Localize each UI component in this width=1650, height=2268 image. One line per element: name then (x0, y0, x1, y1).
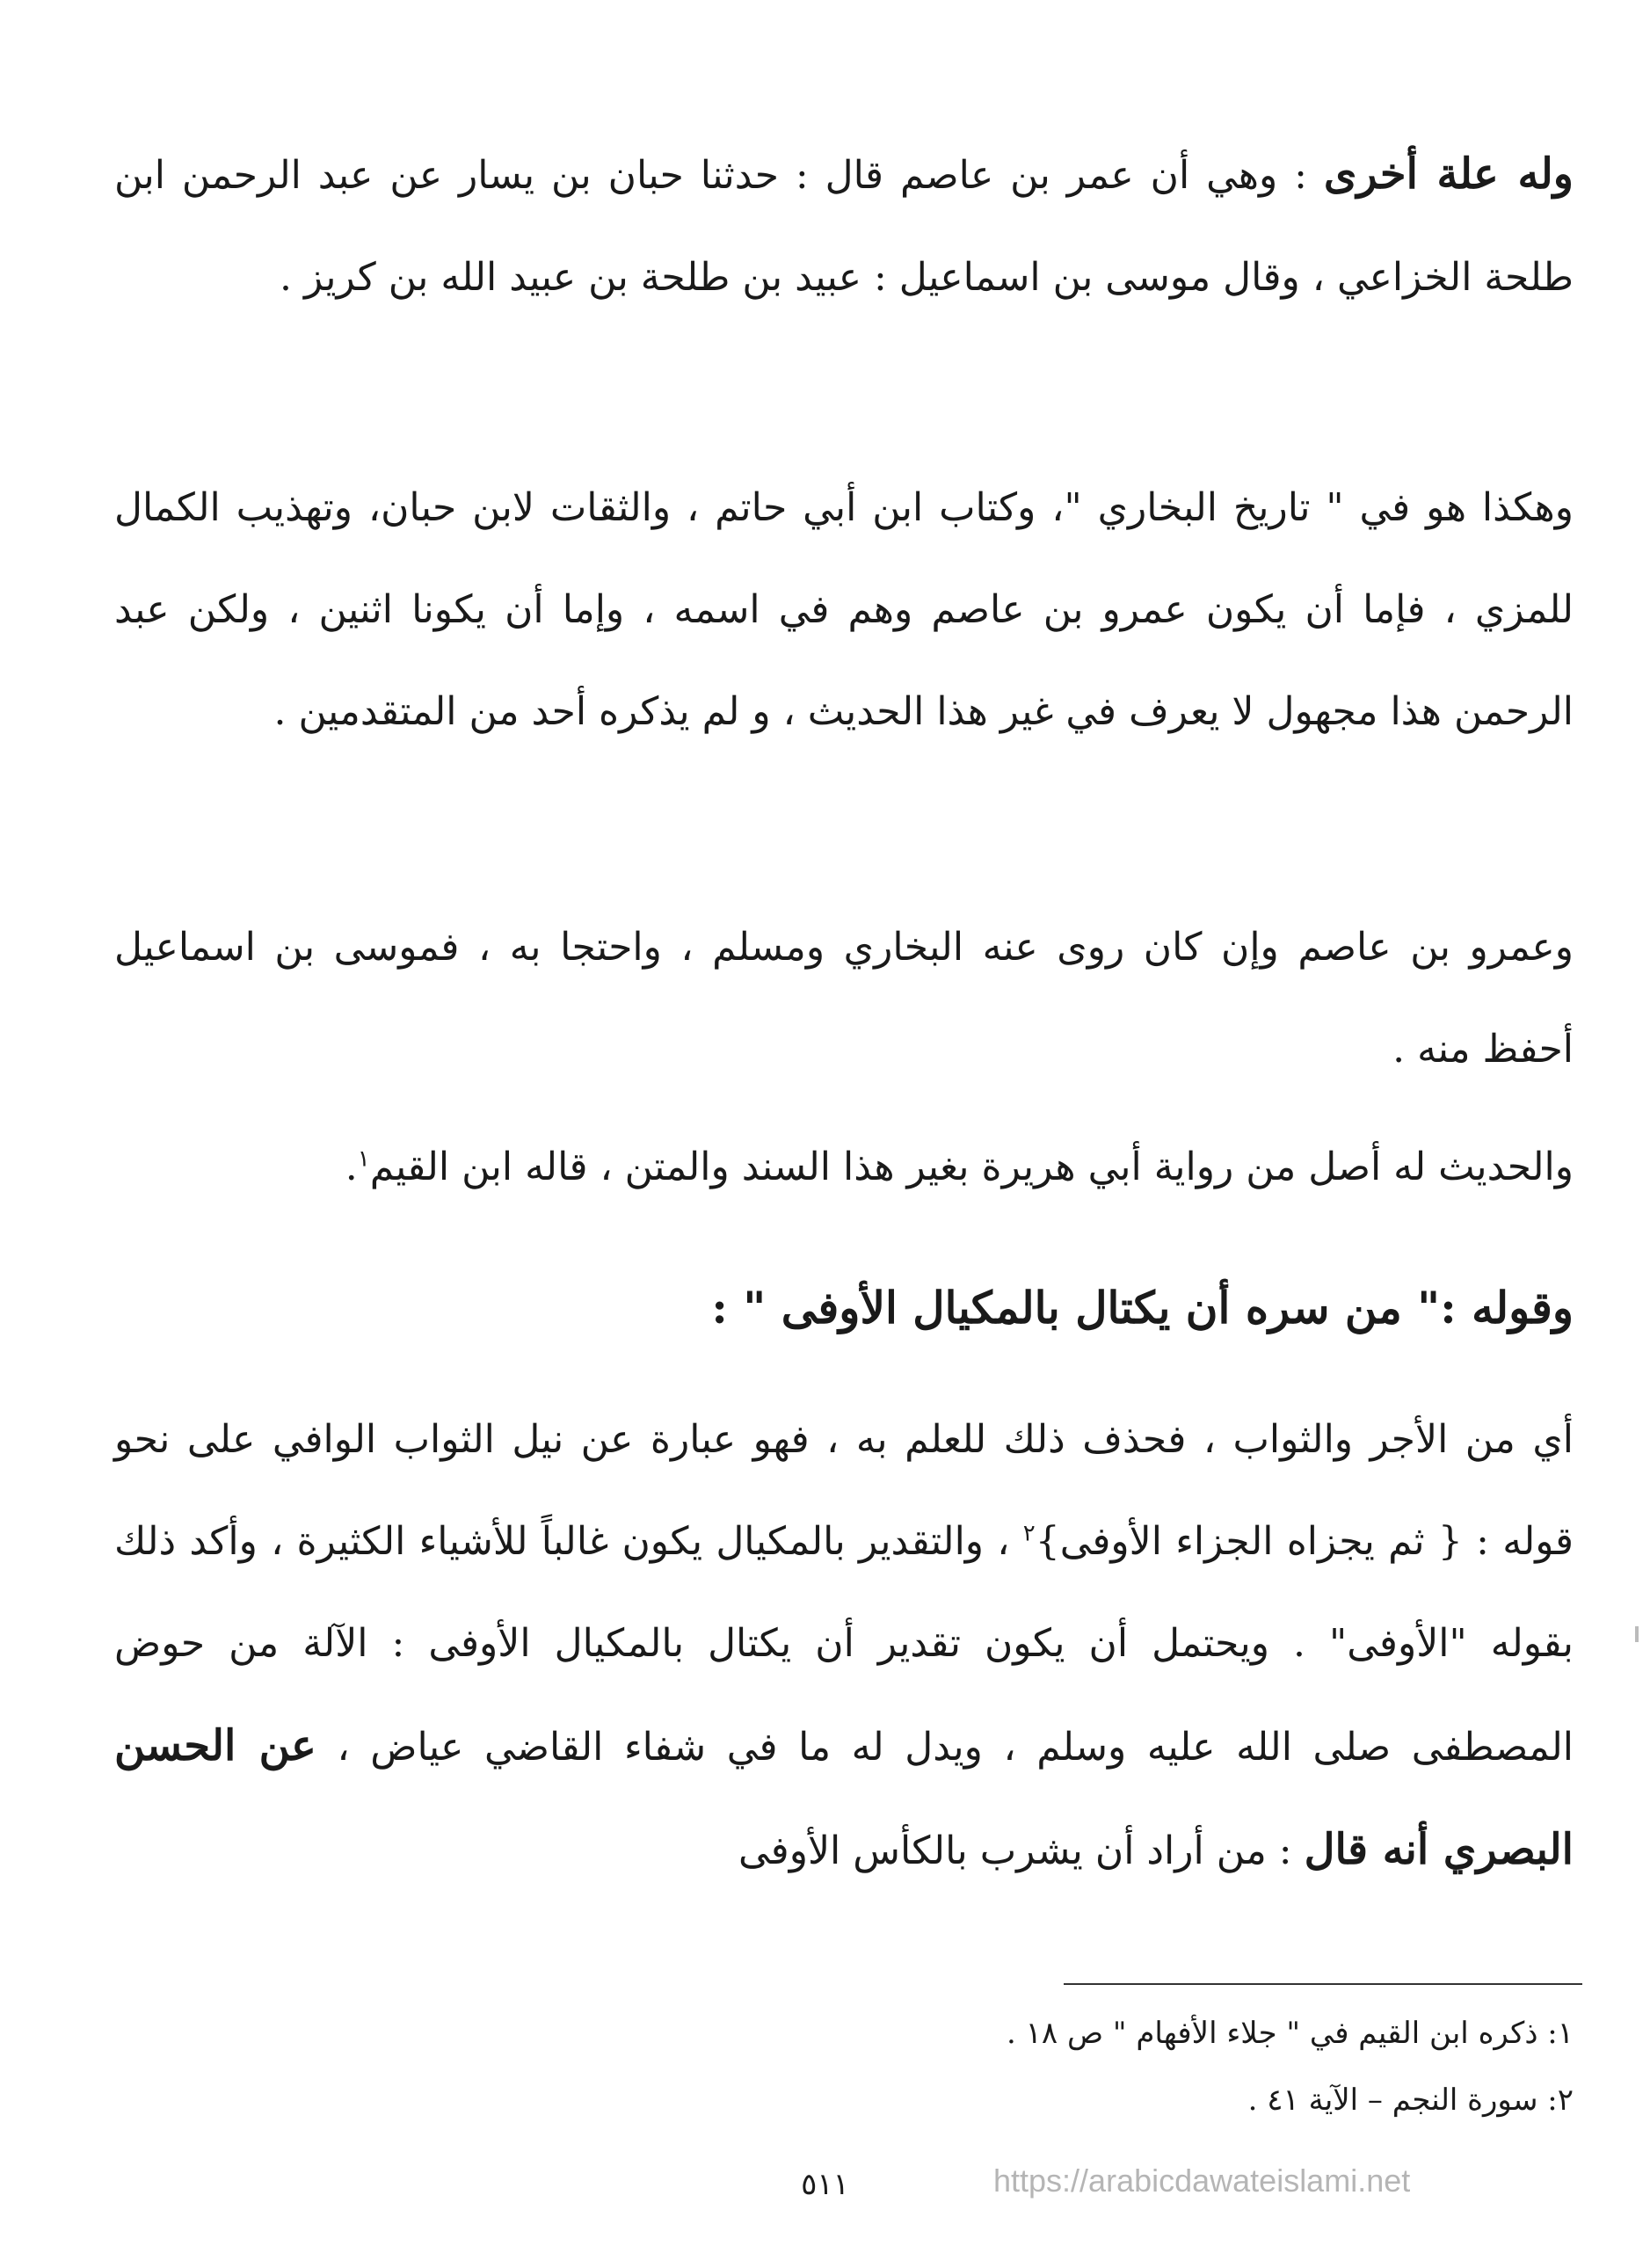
paragraph-5-part-1: أي من الأجر والثواب ، فحذف ذلك للعلم به ، فهو عبارة عن نيل الثواب الوافي على نحو قوله : { ثم يجزاه الجزاء الأوفى} (114, 1417, 1574, 1564)
footnote-mark-2: ٢ (1022, 1520, 1036, 1547)
watermark-url: https://arabicdawateislami.net (993, 2163, 1411, 2199)
paragraph-3 (114, 897, 1574, 1101)
margin-mark (1635, 1626, 1639, 1642)
footnote-2: ٢: سورة النجم – الآية ٤١ . (1247, 2083, 1574, 2118)
paragraph-1 (114, 123, 1574, 329)
page-number: ٥١١ (801, 2167, 849, 2202)
paragraph-4-text: والحديث له أصل من رواية أبي هريرة بغير هذا السند والمتن ، قاله ابن القيم (369, 1145, 1574, 1189)
paragraph-4 (114, 1116, 1574, 1218)
paragraph-5-part-2: ، والتقدير بالمكيال يكون غالباً للأشياء الكثيرة ، وأكد ذلك بقوله "الأوفى" . ويحتمل أن يكون تقدير أن يكتال بالمكيال الأوفى : الآلة من حوض المصطفى صلى الله عليه وسلم ، ويدل له ما في شفاء القاضي عياض ، (114, 1519, 1574, 1770)
paragraph-2 (114, 457, 1574, 763)
paragraph-5-bold: عن الحسن البصري أنه قال (114, 1721, 1574, 1874)
paragraph-3-text: وعمرو بن عاصم وإن كان روى عنه البخاري ومسلم ، واحتجا به ، فموسى بن اسماعيل أحفظ منه . (114, 925, 1574, 1072)
paragraph-5-part-3: : من أراد أن يشرب بالكأس الأوفى (738, 1828, 1305, 1873)
footnotes (114, 2000, 1574, 2134)
paragraph-5 (114, 1389, 1574, 1902)
paragraph-1-lead: وله علة أخرى (1323, 149, 1574, 199)
footnote-1: ١: ذكره ابن القيم في " جلاء الأفهام " ص ١٨ . (1007, 2016, 1574, 2051)
footnote-mark-1: ١ (357, 1145, 370, 1173)
paragraph-1-body: : وهي أن عمر بن عاصم قال : حدثنا حبان بن يسار عن عبد الرحمن ابن طلحة الخزاعي ، وقال موسى بن اسماعيل : عبيد بن طلحة بن عبيد الله بن كريز . (114, 153, 1574, 300)
paragraph-4-end: . (345, 1145, 358, 1189)
paragraph-2-text: وهكذا هو في " تاريخ البخاري "، وكتاب ابن أبي حاتم ، والثقات لابن حبان، وتهذيب الكمال للمزي ، فإما أن يكون عمرو بن عاصم وهم في اسمه ، وإما أن يكونا اثنين ، ولكن عبد الرحمن هذا مجهول لا يعرف في غير هذا الحديث ، و لم يذكره أحد من المتقدمين . (114, 485, 1574, 734)
footnote-divider (1064, 1983, 1582, 1985)
section-heading: وقوله :" من سره أن يكتال بالمكيال الأوفى " : (711, 1282, 1574, 1334)
